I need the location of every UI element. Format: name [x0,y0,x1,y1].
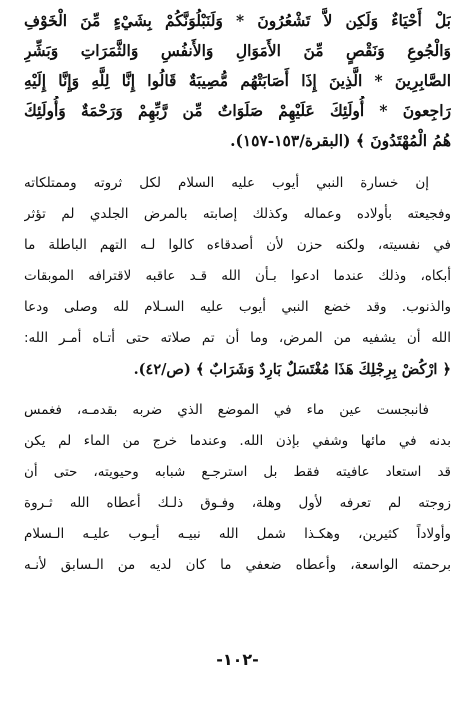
quran-line: وَالْجُوعِ وَنَقْصٍ مِّنَ الأَمَوَالِ وَالأَنفُسِ وَالثَّمَرَاتِ وَبَشِّرِ [24,41,451,60]
paragraph-line: بدنه في مائها وشفي بإذن الله. وعندما خرج من الماء لم يكن [24,433,451,449]
paragraph-line: وفجيعته بأولاده وعماله وكذلك إصابته بالمرض الجلدي لم تؤثر [24,206,451,222]
paragraph-line: في نفسيته، ولكنه حزن لأن أصدقاءه كالوا لـه التهم الباطلة ما [24,237,451,253]
paragraph-line: إن خسارة النبي أيوب عليه السلام لكل ثروته وممتلكاته [24,175,429,191]
body-text [24,168,451,581]
paragraph-line: برحمته الواسعة، وأعطاه ضعفي ما كان لديه من الـسابق لأنـه [24,557,451,573]
quran-line: بَلْ أَحْيَاءٌ وَلَكِن لاَّ تَشْعُرُونَ * وَلَنَبْلُوَنَّكُمْ بِشَيْءٍ مِّنَ الْخَوْفِ [24,11,451,30]
paragraph-line: والذنوب. وقد خضع النبي أيوب عليه السـلام لله وصلى ودعا [24,299,451,315]
quran-line-citation: هُمُ الْمُهْتَدُونَ ﴾ (البقرة/١٥٣-١٥٧). [230,131,451,150]
paragraph-line: وأولاداً كثيرين، وهكـذا شمل الله نبيـه أيـوب عليـه الـسلام [24,526,451,542]
quran-line: رَاجِعونَ * أُولَئِكَ عَلَيْهِمْ صَلَوَاتٌ مِّن رَّبِّهِمْ وَرَحْمَةٌ وَأُولَئِكَ [24,101,451,120]
paragraph-line: قد استعاد عافيته فقط بل استرجـع شبابه وحيويته، حتى أن [24,464,451,480]
page-number: -١٠٢- [216,650,259,669]
quran-line: الصَّابِرِينَ * الَّذِينَ إِذَا أَصَابَتْهُم مُّصِيبَةٌ قَالُوا إِنَّا لِلَّهِ وَإِنَّا إِلَيْهِ [24,71,451,90]
quran-passage [24,6,451,156]
paragraph-line: أبكاه، وذلك عندما ادعوا بـأن الله قـد عاقبه لاقترافه الموبقات [24,268,451,284]
paragraph-line: فانبجست عين ماء في الموضع الذي ضربه بقدمـه، فغمس [24,402,429,418]
quran-verse-line: ﴿ ارْكُضْ بِرِجْلِكَ هَذَا مُغْتَسَلٌ بَارِدٌ وَشَرَابٌ ﴾ (ص/٤٢). [133,361,451,378]
paragraph-line: الله أن يشفيه من المرض، وما أن تم صلاته حتى أتـاه أمـر الله: [24,330,451,346]
paragraph-line: زوجته لم تعرفه لأول وهلة، وفـوق ذلـك أعطاه الله ثـروة [24,495,451,511]
